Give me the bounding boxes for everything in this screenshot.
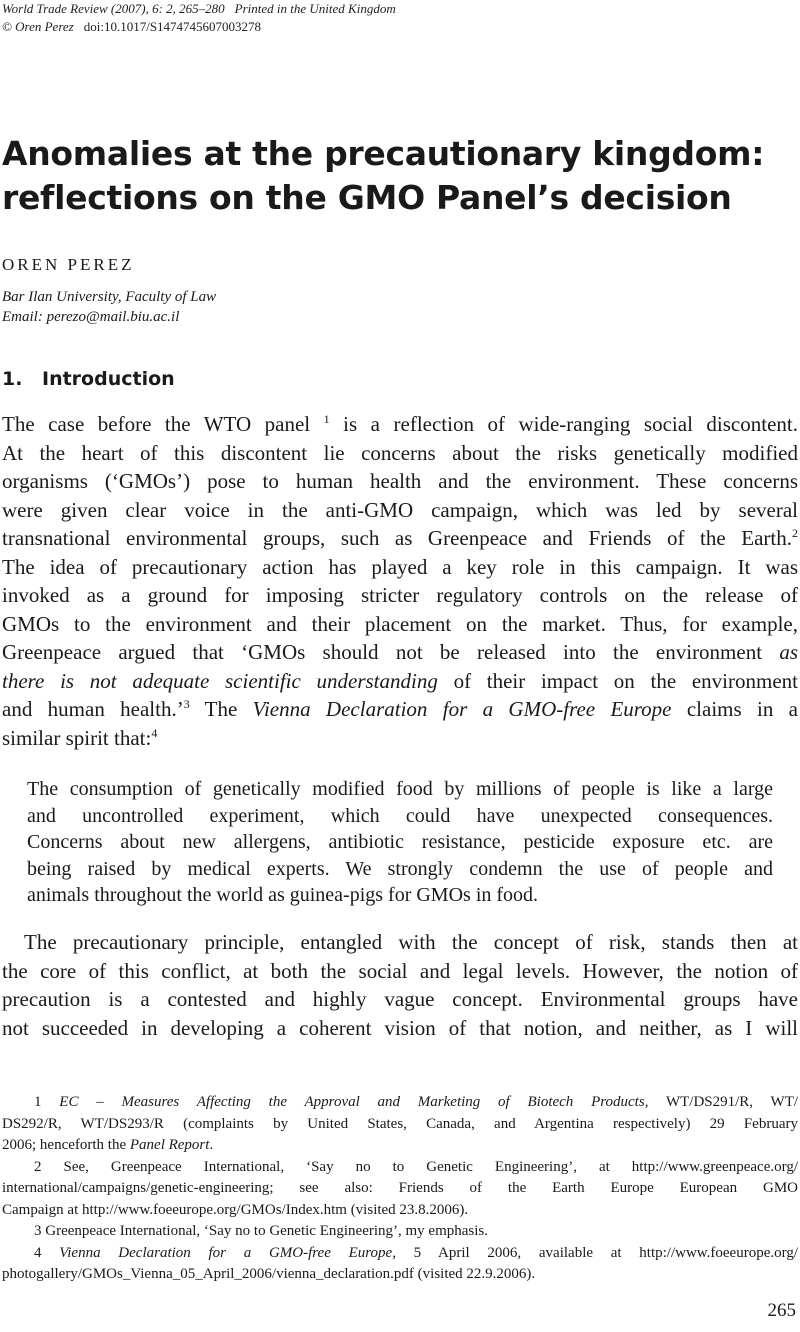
text-line: The precautionary principle, entangled with the concept of risk, stands then at [24,930,798,954]
footnote-ref-2: 2 [792,526,798,540]
email: Email: perezo@mail.biu.ac.il [2,309,180,325]
text-span: . [209,1137,214,1153]
quote-line: The consumption of genetically modified food by millions of people is like a large [27,778,773,800]
footnote-1 [2,1092,798,1114]
text-line [2,524,798,553]
paragraph-2 [2,928,798,1042]
text-line [2,724,798,753]
author-name: OREN PEREZ [2,255,135,274]
footnote-line: Campaign at http://www.foeeurope.org/GMOs/Index.htm (visited 23.8.2006). [2,1201,469,1218]
text-span: , 5 April 2006, available at http://www.foeeurope.org/ [392,1244,798,1261]
footnote-line: DS292/R, WT/DS293/R (complaints by United States, Canada, and Argentina respectively) 29 February [2,1115,798,1132]
text-line: not succeeded in developing a coherent vision of that notion, and neither, as I will [2,1015,798,1040]
footnote-4 [2,1243,798,1265]
paragraph-1 [2,410,798,752]
emphasis-text: as [779,640,798,664]
section-title: Introduction [42,368,175,390]
text-line: GMOs to the environment and their placement on the market. Thus, for example, [2,611,798,636]
author-affiliation-block [2,287,216,327]
footnote-ref-4: 4 [151,725,158,740]
text-line: precaution is a contested and highly vague concept. Environmental groups have [2,987,798,1011]
quote-line: Concerns about new allergens, antibiotic resistance, pesticide exposure etc. are [27,831,773,853]
section-number: 1. [2,368,23,390]
text-span: and human health.’ [2,697,184,721]
text-line [2,695,798,724]
running-header [2,0,792,36]
emphasis-text: EC – Measures Affecting the Approval and Marketing of Biotech Products [59,1094,645,1110]
emphasis-text: Vienna Declaration for a GMO-free Europe [252,697,672,721]
title-line-2: reflections on the GMO Panel’s decision [2,178,732,217]
text-span: The [189,697,253,721]
block-quote [27,776,773,909]
copyright: © Oren Perez [2,19,74,34]
doi: doi:10.1017/S1474745607003278 [83,19,262,34]
text-span: 2006; henceforth the [2,1137,130,1153]
emphasis-text: there is not adequate scientific understanding [2,668,438,693]
footnote-line: photogallery/GMOs_Vienna_05_April_2006/vienna_declaration.pdf (visited 22.9.2006). [2,1266,536,1282]
footnote-line: international/campaigns/genetic-engineering; see also: Friends of the Earth Europe European GMO [2,1180,798,1196]
footnote-2: 2 See, Greenpeace International, ‘Say no to Genetic Engineering’, at http://www.greenpeace.org/ [34,1158,798,1175]
text-span: , WT/DS291/R, WT/ [644,1094,799,1110]
text-span: is a reflection of wide-ranging social discontent. [329,412,798,436]
text-line [2,638,798,667]
text-span: transnational environmental groups, such as Greenpeace and Friends of the Earth. [2,526,792,550]
footnote-3: 3 Greenpeace International, ‘Say no to Genetic Engineering’, my emphasis. [34,1223,489,1239]
affiliation: Bar Ilan University, Faculty of Law [2,289,217,305]
text-span: Greenpeace argued that ‘GMOs should not be released into the environment [2,640,780,664]
text-span: of their impact on the environment [437,668,799,693]
text-span: 1 [34,1094,60,1110]
text-line: organisms (‘GMOs’) pose to human health and the environment. These concerns [2,469,798,493]
page-number: 265 [767,1300,796,1321]
emphasis-text: Panel Report [129,1137,210,1153]
text-span: similar spirit that: [2,725,152,750]
text-line [2,667,798,696]
text-line: were given clear voice in the anti-GMO campaign, which was led by several [2,497,798,522]
printed-location: Printed in the United Kingdom [234,1,396,16]
quote-line: being raised by medical experts. We strongly condemn the use of people and [27,857,773,880]
text-line: The idea of precautionary action has played a key role in this campaign. It was [2,554,798,579]
section-heading [2,366,175,392]
text-line: At the heart of this discontent lie concerns about the risks genetically modified [2,440,798,465]
copyright-line [2,18,792,36]
footnote-ref-1: 1 [323,412,330,426]
article-title [2,132,798,220]
text-line [2,410,798,439]
text-span: The case before the WTO panel [2,412,324,436]
quote-line: animals throughout the world as guinea-pigs for GMOs in food. [27,884,539,906]
title-line-1: Anomalies at the precautionary kingdom: [2,134,765,173]
text-line: the core of this conflict, at both the social and legal levels. However, the notion of [2,958,798,983]
emphasis-text: Vienna Declaration for a GMO-free Europe [59,1244,393,1261]
journal-line [2,0,792,18]
footnote-line [2,1135,798,1157]
footnotes [2,1092,798,1286]
quote-line: and uncontrolled experiment, which could have unexpected consequences. [27,804,773,827]
text-line: invoked as a ground for imposing stricter regulatory controls on the release of [2,583,798,607]
footnote-ref-3: 3 [183,697,190,711]
journal-citation: World Trade Review (2007), 6: 2, 265–280 [2,1,225,16]
text-span: 4 [34,1244,60,1261]
text-span: claims in a [671,697,799,721]
